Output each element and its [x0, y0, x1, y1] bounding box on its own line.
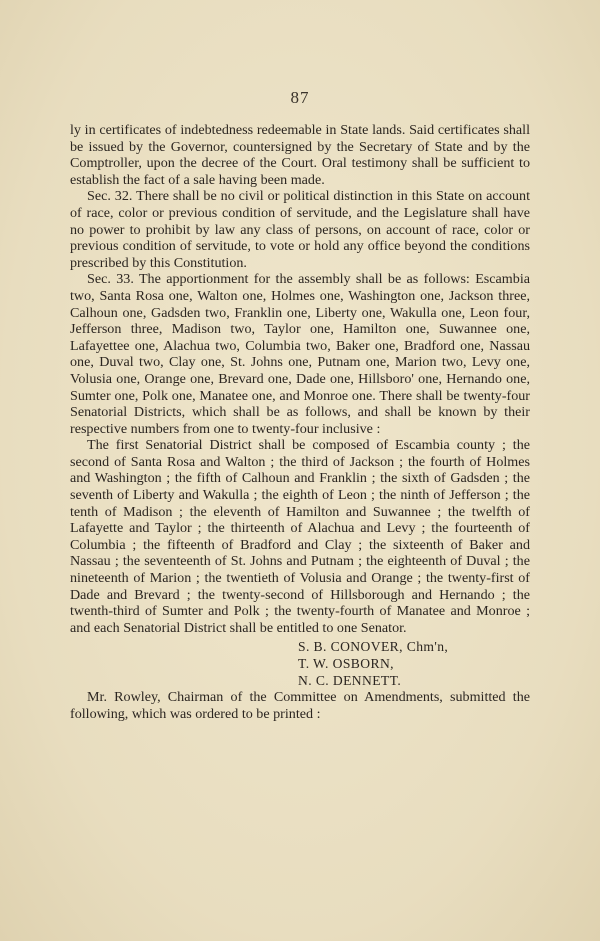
signature-block: [298, 639, 530, 689]
signature-line: S. B. CONOVER, Chm'n,: [298, 639, 449, 655]
paragraph-continuation: ly in certificates of indebtedness redeemable in State lands. Said certificates shall be issued by the Governor, countersigned by the Secretary of State and by the Comptroller, upon the decree of the Court. Oral testimony shall be sufficient to establish the fact of a sale having been made.: [70, 122, 530, 188]
signature-line: T. W. OSBORN,: [298, 656, 394, 671]
paragraph-senatorial-districts: The first Senatorial District shall be composed of Escambia county ; the second of Santa Rosa and Walton ; the third of Jackson ; the fourth of Holmes and Washington ; the fifth of Calhoun and Franklin ; the sixth of Gadsden ; the seventh of Liberty and Wakulla ; the eighth of Leon ; the ninth of Jefferson ; the tenth of Madison ; the eleventh of Hamilton and Suwannee ; the twelfth of Lafayette and Taylor ; the thirteenth of Alachua and Levy ; the fourteenth of Columbia ; the fifteenth of Bradford and Clay ; the sixteenth of Baker and Nassau ; the seventeenth of St. Johns and Putnam ; the eighteenth of Duval ; the nineteenth of Marion ; the twentieth of Volusia and Orange ; the twenty-first of Dade and Brevard ; the twenty-second of Hillsborough and Hernando ; the twenth-third of Sumter and Polk ; the twenty-fourth of Manatee and Monroe ; and each Senatorial District shall be entitled to one Senator.: [70, 437, 530, 636]
paragraph-closing: Mr. Rowley, Chairman of the Committee on Amendments, submitted the following, which was ordered to be printed :: [70, 689, 530, 722]
paragraph-sec-33: Sec. 33. The apportionment for the assembly shall be as follows: Escambia two, Santa Rosa one, Walton one, Holmes one, Washington one, Jackson three, Calhoun one, Gadsden two, Franklin one, Liberty one, Wakulla one, Leon four, Jefferson three, Madison two, Taylor one, Hamilton one, Suwannee one, Lafayettee one, Alachua two, Columbia two, Baker one, Bradford one, Nassau one, Duval two, Clay one, St. Johns one, Putnam one, Marion two, Levy one, Volusia one, Orange one, Brevard one, Dade one, Hillsboro' one, Hernando one, Sumter one, Polk one, Manatee one, and Monroe one. There shall be twenty-four Senatorial Districts, which shall be as follows, and shall be known by their respective numbers from one to twenty-four inclusive :: [70, 271, 530, 437]
page-number: 87: [290, 88, 310, 107]
signature-line: N. C. DENNETT.: [298, 672, 402, 688]
page-body: [70, 122, 530, 722]
paragraph-sec-32: Sec. 32. There shall be no civil or political distinction in this State on account of race, color or previous condition of servitude, and the Legislature shall have no power to prohibit by law any class of persons, on account of race, color or previous condition of servitude, to vote or hold any office beyond the conditions prescribed by this Constitution.: [70, 188, 530, 271]
